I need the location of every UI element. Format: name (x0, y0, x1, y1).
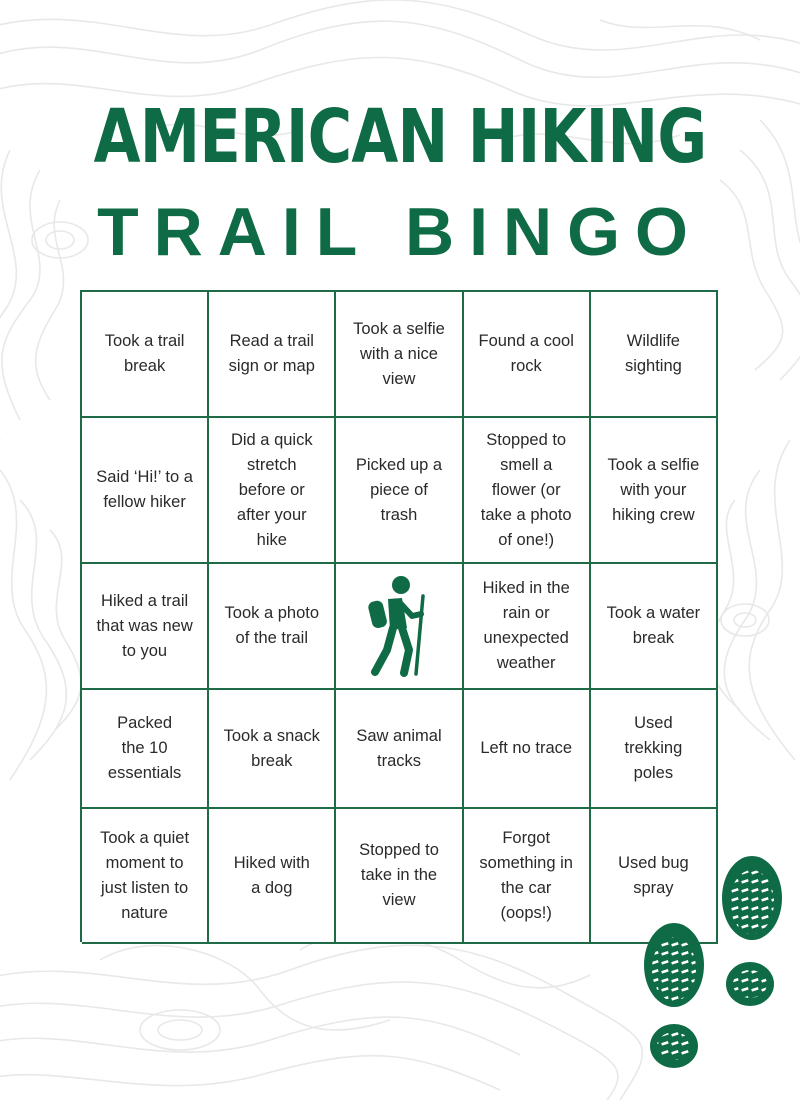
bingo-cell-label: Took a quiet moment to just listen to nature (100, 828, 190, 922)
bingo-cell[interactable] (591, 690, 718, 809)
bingo-cell[interactable] (336, 809, 463, 944)
bingo-cell[interactable] (336, 690, 463, 809)
bingo-free-space[interactable] (336, 564, 463, 690)
bingo-cell[interactable] (209, 690, 336, 809)
bingo-cell[interactable] (336, 292, 463, 418)
bingo-cell[interactable] (209, 564, 336, 690)
bingo-cell[interactable] (82, 690, 209, 809)
bingo-cell-label: Packed the 10 essentials (107, 714, 182, 782)
bingo-cell-label: Took a selfie with your hiking crew (607, 455, 700, 524)
bingo-cell-label: Did a quick stretch before or after your hike (230, 430, 313, 549)
bingo-cell-label: Took a photo of the trail (224, 604, 320, 647)
bingo-cell[interactable] (82, 418, 209, 564)
bingo-cell[interactable] (209, 418, 336, 564)
bingo-cell-label: Used bug spray (618, 853, 689, 897)
bingo-cell-label: Read a trail sign or map (228, 332, 315, 375)
bingo-cell-label: Hiked a trail that was new to you (96, 591, 193, 660)
bingo-cell-label: Used trekking poles (624, 714, 683, 782)
title-line-1: AMERICAN HIKING (93, 94, 707, 180)
bingo-cell[interactable] (464, 690, 591, 809)
bingo-cell-label: Wildlife sighting (624, 332, 682, 375)
bingo-cell[interactable] (591, 418, 718, 564)
bingo-cell[interactable] (209, 292, 336, 418)
title-line-2: TRAIL BINGO (97, 194, 703, 270)
bingo-cell-label: Took a snack break (223, 726, 320, 770)
bingo-cell-label: Hiked in the rain or unexpected weather (482, 579, 570, 672)
bingo-cell[interactable] (464, 292, 591, 418)
bingo-cell[interactable] (209, 809, 336, 944)
bingo-cell-label: Hiked with a dog (233, 853, 310, 897)
bingo-cell-label: Left no trace (480, 739, 573, 757)
bingo-cell[interactable] (82, 809, 209, 944)
bingo-cell[interactable] (464, 564, 591, 690)
bingo-cell[interactable] (82, 292, 209, 418)
bingo-cell[interactable] (591, 292, 718, 418)
bingo-cell-label: Forgot something in the car (oops!) (479, 828, 573, 922)
bingo-cell-label: Took a water break (606, 604, 701, 647)
bingo-cell-label: Saw animal tracks (356, 726, 442, 770)
bingo-cell[interactable] (591, 564, 718, 690)
hiker-icon (363, 574, 435, 678)
bingo-cell[interactable] (464, 418, 591, 564)
bingo-cell-label: Took a selfie with a nice view (353, 319, 445, 388)
bingo-cell-label: Said ‘Hi!’ to a fellow hiker (96, 468, 193, 511)
bingo-cell[interactable] (464, 809, 591, 944)
boot-prints-icon (630, 850, 800, 1080)
bingo-cell[interactable] (82, 564, 209, 690)
bingo-cell-label: Stopped to smell a flower (or take a photo of one!) (480, 430, 572, 549)
bingo-cell[interactable] (336, 418, 463, 564)
bingo-grid (80, 290, 718, 942)
bingo-cell-label: Found a cool rock (478, 332, 574, 375)
bingo-cell-label: Took a trail break (104, 332, 185, 375)
bingo-cell-label: Stopped to take in the view (359, 841, 439, 909)
bingo-cell-label: Picked up a piece of trash (355, 455, 443, 524)
